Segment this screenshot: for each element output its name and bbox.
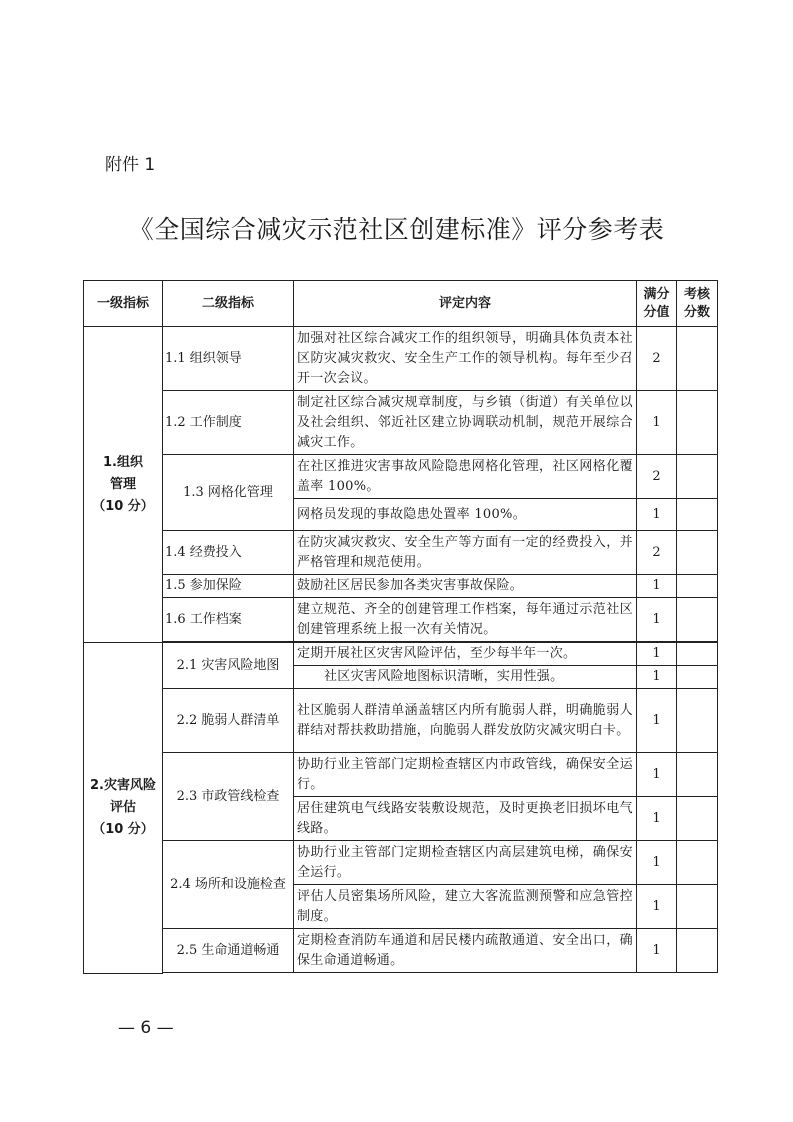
exam-score-cell[interactable] <box>677 598 718 642</box>
score-cell: 1 <box>637 499 677 531</box>
content-cell: 在社区推进灾害事故风险隐患网格化管理，社区网格化覆盖率 100%。 <box>294 455 637 499</box>
table-row <box>84 455 718 499</box>
level2-label: 2.5 生命通道畅通 <box>163 929 294 973</box>
score-cell: 1 <box>637 841 677 885</box>
score-cell: 1 <box>637 929 677 973</box>
table-row <box>84 327 718 391</box>
level2-label: 1.1 组织领导 <box>163 327 294 391</box>
level2-label: 2.3 市政管线检查 <box>163 753 294 841</box>
col-header-level2: 二级指标 <box>163 281 294 327</box>
exam-score-cell[interactable] <box>677 575 718 598</box>
exam-score-cell[interactable] <box>677 643 718 666</box>
score-cell: 2 <box>637 455 677 499</box>
score-cell: 1 <box>637 753 677 797</box>
level1-organization: 1.组织 管理 （10 分） <box>84 327 163 643</box>
table-row <box>84 531 718 575</box>
level2-label: 1.3 网格化管理 <box>163 455 294 531</box>
table-row <box>84 643 718 666</box>
level2-label: 2.1 灾害风险地图 <box>163 643 294 689</box>
score-cell: 1 <box>637 797 677 841</box>
content-cell: 制定社区综合减灾规章制度，与乡镇（街道）有关单位以及社会组织、邻近社区建立协调联动机制，规范开展综合减灾工作。 <box>294 391 637 455</box>
content-cell: 定期检查消防车通道和居民楼内疏散通道、安全出口，确保生命通道畅通。 <box>294 929 637 973</box>
content-cell: 鼓励社区居民参加各类灾害事故保险。 <box>294 575 637 598</box>
score-cell: 1 <box>637 643 677 666</box>
score-cell: 1 <box>637 391 677 455</box>
table-row <box>84 841 718 885</box>
exam-score-cell[interactable] <box>677 797 718 841</box>
exam-score-cell[interactable] <box>677 841 718 885</box>
score-cell: 1 <box>637 689 677 753</box>
score-cell: 2 <box>637 327 677 391</box>
table-row <box>84 575 718 598</box>
score-cell: 2 <box>637 531 677 575</box>
exam-score-cell[interactable] <box>677 531 718 575</box>
content-cell: 定期开展社区灾害风险评估，至少每半年一次。 <box>294 643 637 666</box>
content-cell: 社区灾害风险地图标识清晰，实用性强。 <box>294 666 637 689</box>
score-cell: 1 <box>637 598 677 642</box>
exam-score-cell[interactable] <box>677 689 718 753</box>
score-cell: 1 <box>637 666 677 689</box>
exam-score-cell[interactable] <box>677 327 718 391</box>
content-cell: 居住建筑电气线路安装敷设规范，及时更换老旧损坏电气线路。 <box>294 797 637 841</box>
content-cell: 社区脆弱人群清单涵盖辖区内所有脆弱人群，明确脆弱人群结对帮扶救助措施，向脆弱人群发放防灾减灾明白卡。 <box>294 689 637 753</box>
table-row <box>84 929 718 973</box>
scoring-table <box>83 280 718 974</box>
score-cell: 1 <box>637 575 677 598</box>
level2-label: 2.4 场所和设施检查 <box>163 841 294 929</box>
table-header-row <box>84 281 718 327</box>
page-number: — 6 — <box>118 1018 174 1038</box>
level2-label: 1.6 工作档案 <box>163 598 294 642</box>
col-header-exam-score: 考核 分数 <box>677 281 718 327</box>
level2-label: 1.5 参加保险 <box>163 575 294 598</box>
content-cell: 协助行业主管部门定期检查辖区内高层建筑电梯，确保安全运行。 <box>294 841 637 885</box>
exam-score-cell[interactable] <box>677 753 718 797</box>
col-header-full-score: 满分 分值 <box>637 281 677 327</box>
table-row <box>84 689 718 753</box>
score-cell: 1 <box>637 885 677 929</box>
attachment-label: 附件 1 <box>105 155 156 175</box>
level2-label: 1.2 工作制度 <box>163 391 294 455</box>
content-cell: 建立规范、齐全的创建管理工作档案，每年通过示范社区创建管理系统上报一次有关情况。 <box>294 598 637 642</box>
content-cell: 加强对社区综合减灾工作的组织领导，明确具体负责本社区防灾减灾救灾、安全生产工作的领导机构。每年至少召开一次会议。 <box>294 327 637 391</box>
exam-score-cell[interactable] <box>677 455 718 499</box>
content-cell: 评估人员密集场所风险，建立大客流监测预警和应急管控制度。 <box>294 885 637 929</box>
col-header-content: 评定内容 <box>294 281 637 327</box>
table-row <box>84 753 718 797</box>
content-cell: 在防灾减灾救灾、安全生产等方面有一定的经费投入，并严格管理和规范使用。 <box>294 531 637 575</box>
document-title: 《全国综合减灾示范社区创建标准》评分参考表 <box>128 215 665 244</box>
level2-label: 2.2 脆弱人群清单 <box>163 689 294 753</box>
exam-score-cell[interactable] <box>677 666 718 689</box>
content-cell: 网格员发现的事故隐患处置率 100%。 <box>294 499 637 531</box>
exam-score-cell[interactable] <box>677 885 718 929</box>
table-row <box>84 391 718 455</box>
level2-label: 1.4 经费投入 <box>163 531 294 575</box>
col-header-level1: 一级指标 <box>84 281 163 327</box>
exam-score-cell[interactable] <box>677 929 718 973</box>
table-row <box>84 598 718 642</box>
exam-score-cell[interactable] <box>677 391 718 455</box>
content-cell: 协助行业主管部门定期检查辖区内市政管线，确保安全运行。 <box>294 753 637 797</box>
exam-score-cell[interactable] <box>677 499 718 531</box>
level1-risk-assessment: 2.灾害风险 评估 （10 分） <box>84 643 163 974</box>
